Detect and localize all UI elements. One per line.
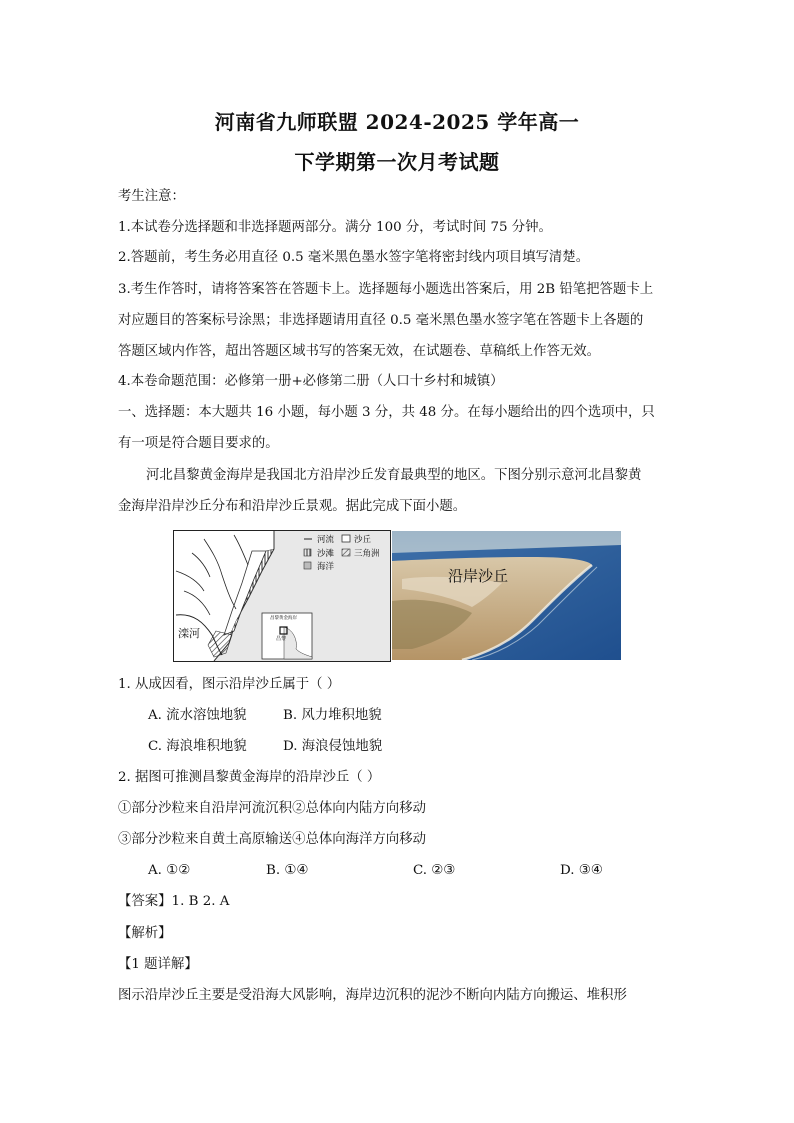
q2-option-b: B. ①④ <box>266 863 309 878</box>
legend-beach-label: 沙滩 <box>317 549 335 559</box>
q2-items-12: ①部分沙粒来自沿岸河流沉积②总体向内陆方向移动 <box>118 801 426 816</box>
q1-option-a: A. 流水溶蚀地貌 <box>148 708 247 723</box>
river-branch-4 <box>234 535 248 565</box>
answer-line: 【答案】1. B 2. A <box>118 894 230 909</box>
q1-stem: 1. 从成因看，图示沿岸沙丘属于（ ） <box>118 677 341 692</box>
notice-item-3c: 答题区域内作答，超出答题区域书写的答案无效，在试题卷、草稿纸上作答无效。 <box>118 344 601 359</box>
analysis-heading: 【解析】 <box>118 926 172 941</box>
q1-option-b: B. 风力堆积地貌 <box>283 708 382 723</box>
q2-items-34: ③部分沙粒来自黄土高原输送④总体向海洋方向移动 <box>118 832 426 847</box>
notice-item-1: 1.本试卷分选择题和非选择题两部分。满分 100 分，考试时间 75 分钟。 <box>118 220 552 235</box>
legend-dune-label: 沙丘 <box>354 535 372 545</box>
notice-item-2: 2.答题前，考生务必用直径 0.5 毫米黑色墨水签字笔将密封线内项目填写清楚。 <box>118 250 590 265</box>
section-heading-b: 有一项是符合题目要求的。 <box>118 436 279 451</box>
notice-item-4: 4.本卷命题范围：必修第一册+必修第二册（人口十乡村和城镇） <box>118 374 504 389</box>
river-branch-3 <box>176 571 204 591</box>
passage-intro-b: 金海岸沿岸沙丘分布和沿岸沙丘景观。据此完成下面小题。 <box>118 499 467 514</box>
section-heading-a: 一、选择题：本大题共 16 小题，每小题 3 分，共 48 分。在每小题给出的四个选项中，只 <box>118 405 655 420</box>
legend-sea-label: 海洋 <box>317 562 335 572</box>
detail-text: 图示沿岸沙丘主要是受沿海大风影响，海岸边沉积的泥沙不断向内陆方向搬运、堆积形 <box>118 988 627 1003</box>
coastal-dune-photo <box>392 531 621 660</box>
legend-river-label: 河流 <box>317 535 335 545</box>
q2-option-c: C. ②③ <box>413 863 456 878</box>
q2-option-d: D. ③④ <box>560 863 603 878</box>
detail-heading: 【1 题详解】 <box>118 957 198 972</box>
inset-label-2: 昌黎 <box>276 636 287 642</box>
river-branch-1 <box>184 591 210 615</box>
q1-option-d: D. 海浪侵蚀地貌 <box>283 739 383 754</box>
legend-delta-label: 三角洲 <box>354 549 380 559</box>
photo-label: 沿岸沙丘 <box>448 567 509 585</box>
dune-distribution-map <box>173 530 391 662</box>
notice-item-3b: 对应题目的答案标号涂黑；非选择题请用直径 0.5 毫米黑色墨水签字笔在答题卡上各题的 <box>118 313 644 328</box>
q2-option-a: A. ①② <box>148 863 191 878</box>
river-branch-5 <box>192 553 210 577</box>
doc-title-line1: 河南省九师联盟 2024-2025 学年高一 <box>214 110 580 134</box>
river-label: 滦河 <box>178 627 200 640</box>
notice-heading: 考生注意： <box>118 189 185 204</box>
doc-title-line2: 下学期第一次月考试题 <box>294 150 500 174</box>
q1-option-c: C. 海浪堆积地貌 <box>148 739 247 754</box>
notice-item-3a: 3.考生作答时，请将答案答在答题卡上。选择题每小题选出答案后，用 2B 铅笔把答题卡上 <box>118 282 654 297</box>
passage-intro-a: 河北昌黎黄金海岸是我国北方沿岸沙丘发育最典型的地区。下图分别示意河北昌黎黄 <box>146 468 642 483</box>
q2-stem: 2. 据图可推测昌黎黄金海岸的沿岸沙丘（ ） <box>118 770 381 785</box>
inset-label-1: 昌黎黄金海岸 <box>270 616 297 621</box>
